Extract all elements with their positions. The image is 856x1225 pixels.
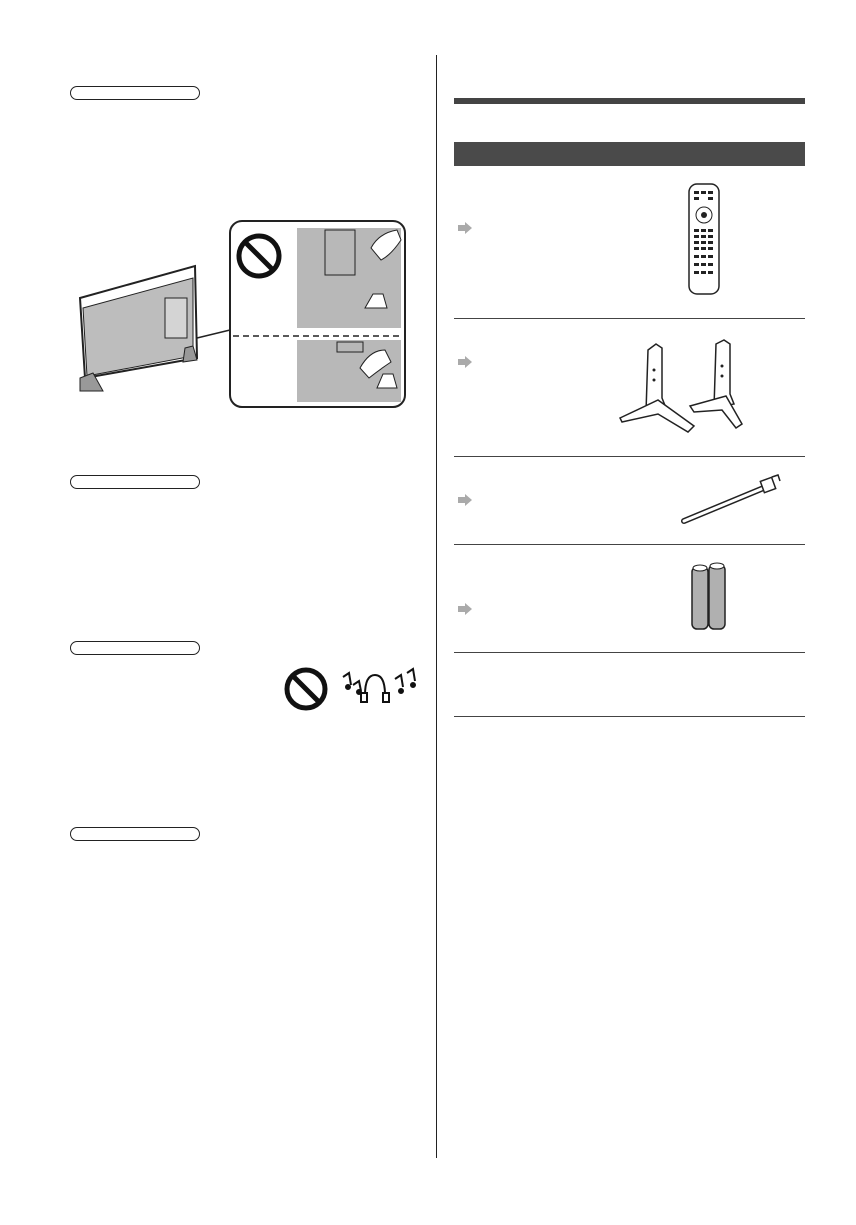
arrow-right-icon xyxy=(458,494,472,506)
headphone-icon xyxy=(343,669,415,702)
accessories-header-band xyxy=(454,142,805,166)
section-header-pill-2 xyxy=(70,475,200,489)
section-top-rule xyxy=(454,98,805,104)
prohibition-icon xyxy=(287,670,325,708)
section-header-pill-3 xyxy=(70,641,200,655)
accessory-row-separator xyxy=(454,652,805,653)
tv-rear-handling-illustration xyxy=(75,218,410,413)
batteries-illustration xyxy=(690,561,728,631)
section-header-pill-1 xyxy=(70,86,200,100)
accessory-row-separator xyxy=(454,456,805,457)
no-headphone-illustration xyxy=(283,665,423,715)
section-header-pill-4 xyxy=(70,827,200,841)
pedestal-illustration xyxy=(618,340,746,432)
cable-tie-illustration xyxy=(680,475,782,525)
accessory-row-separator xyxy=(454,544,805,545)
remote-control-illustration xyxy=(688,183,720,295)
arrow-right-icon xyxy=(458,603,472,615)
accessory-row-separator xyxy=(454,318,805,319)
accessory-row-separator xyxy=(454,716,805,717)
arrow-right-icon xyxy=(458,222,472,234)
column-divider xyxy=(436,55,437,1158)
arrow-right-icon xyxy=(458,356,472,368)
